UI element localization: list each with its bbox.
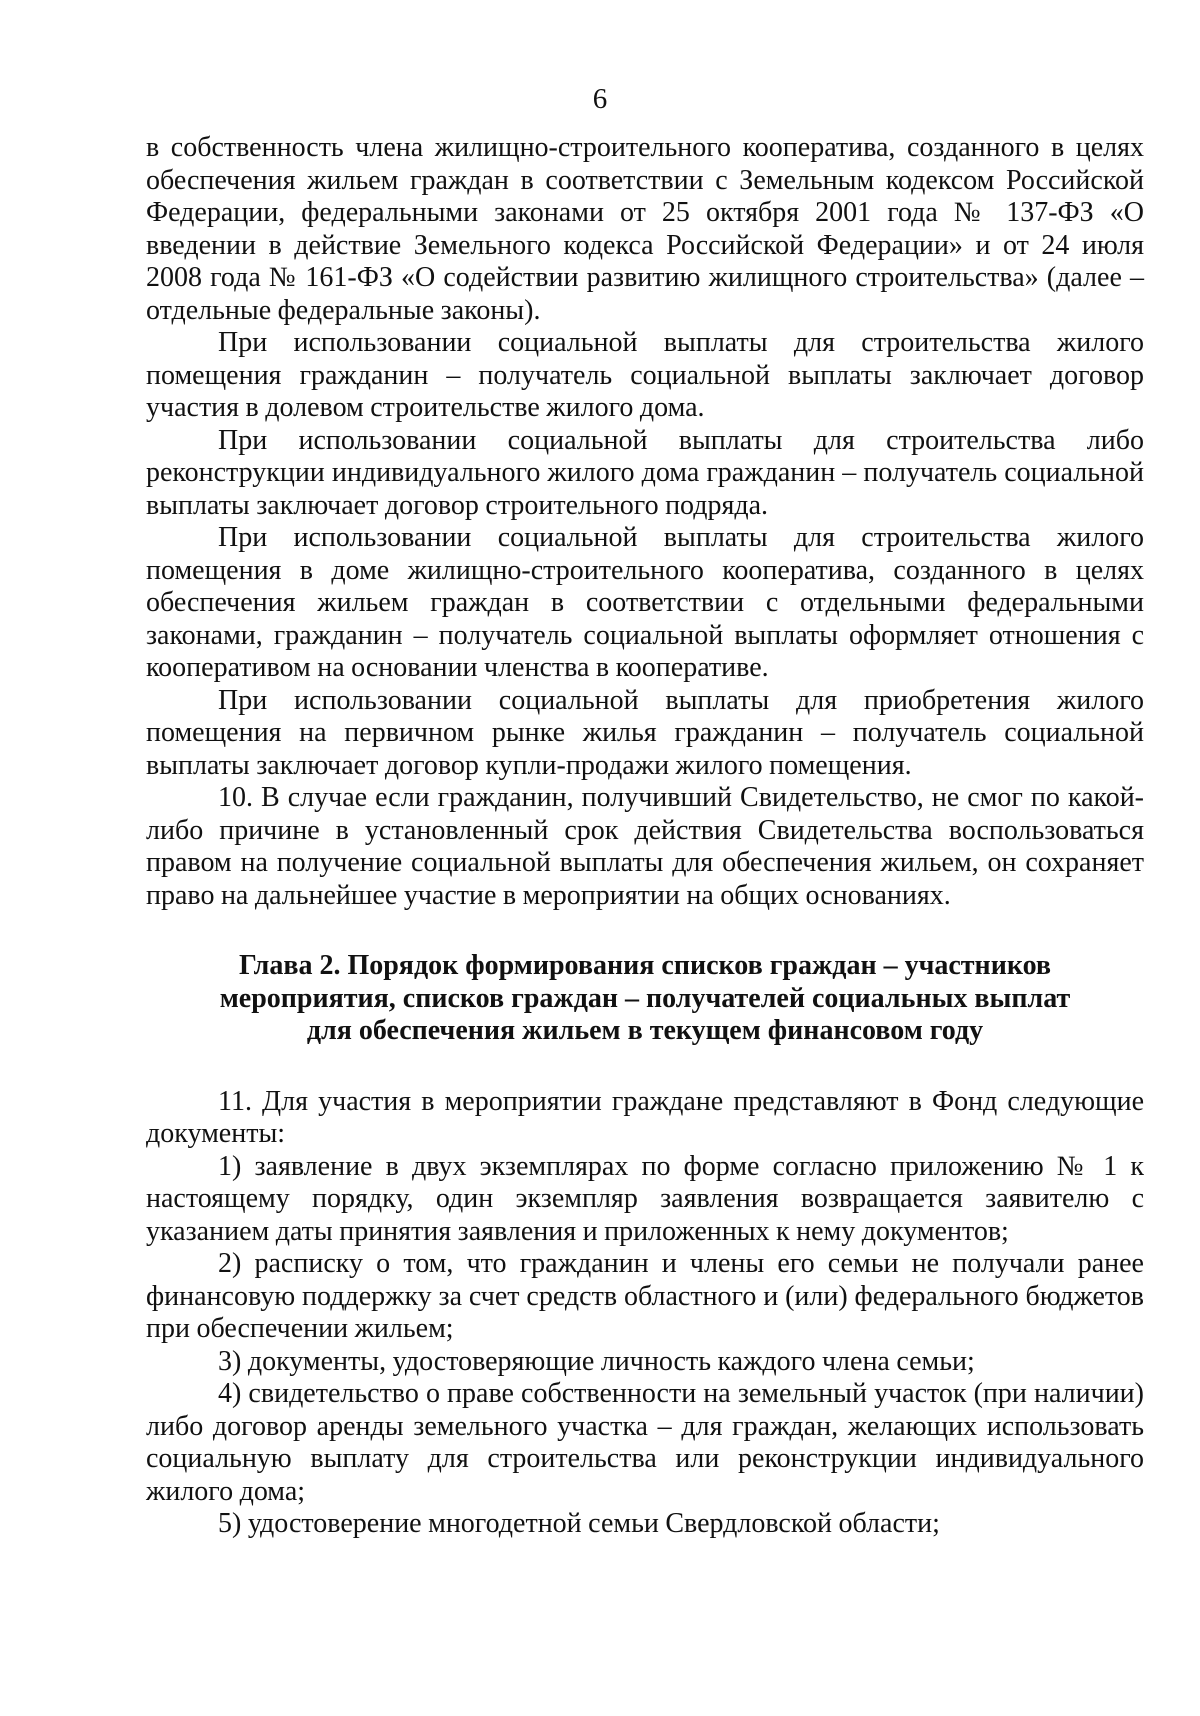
list-item-application: 1) заявление в двух экземплярах по форме согласно приложению № 1 к настоящему порядку, один экземпляр заявления возвращается заявителю с указанием даты принятия заявления и приложенных к нему документов;	[146, 1150, 1144, 1247]
list-item-land-certificate: 4) свидетельство о праве собственности на земельный участок (при наличии) либо договор аренды земельного участка – для граждан, желающих использовать социальную выплату для строительства или реконструкции индивидуального жилого дома;	[146, 1378, 1144, 1507]
list-item-large-family-certificate: 5) удостоверение многодетной семьи Свердловской области;	[218, 1508, 940, 1539]
document-body	[146, 132, 1144, 1541]
chapter-heading-line: для обеспечения жильем в текущем финансовом году	[306, 1015, 984, 1046]
chapter-heading-line: мероприятия, списков граждан – получателей социальных выплат	[219, 982, 1071, 1014]
paragraph-item-10: 10. В случае если гражданин, получивший Свидетельство, не смог по какой-либо причине в установленный срок действия Свидетельства воспользоваться правом на получение социальной выплаты для обеспечения жильем, он сохраняет право на дальнейшее участие в мероприятии на общих основаниях.	[146, 782, 1144, 911]
paragraph-cooperative: При использовании социальной выплаты для строительства жилого помещения в доме жилищно-строительного кооператива, созданного в целях обеспечения жильем граждан в соответствии с отдельными федеральными законами, гражданин – получатель социальной выплаты оформляет отношения с кооперативом на основании членства в кооперативе.	[146, 522, 1144, 683]
paragraph-item-11: 11. Для участия в мероприятии граждане представляют в Фонд следующие документы:	[146, 1085, 1144, 1149]
page-number: 6	[592, 83, 608, 115]
paragraph-shared-construction: При использовании социальной выплаты для строительства жилого помещения гражданин – получатель социальной выплаты заключает договор участия в долевом строительстве жилого дома.	[146, 327, 1144, 423]
paragraph-primary-market: При использовании социальной выплаты для приобретения жилого помещения на первичном рынке жилья гражданин – получатель социальной выплаты заключает договор купли-продажи жилого помещения.	[146, 684, 1144, 781]
list-item-identity-documents: 3) документы, удостоверяющие личность каждого члена семьи;	[218, 1345, 975, 1377]
chapter-heading	[146, 950, 1144, 1048]
paragraph-continuation: в собственность члена жилищно-строительного кооператива, созданного в целях обеспечения жильем граждан в соответствии с Земельным кодексом Российской Федерации, федеральными законами от 25 октября 2001 года № 137-ФЗ «О введении в действие Земельного кодекса Российской Федерации» и от 24 июля 2008 года № 161-ФЗ «О содействии развитию жилищного строительства» (далее – отдельные федеральные законы).	[146, 132, 1144, 326]
list-item-receipt: 2) расписку о том, что гражданин и члены его семьи не получали ранее финансовую поддержку за счет средств областного и (или) федерального бюджетов при обеспечении жильем;	[146, 1248, 1144, 1344]
paragraph-individual-house: При использовании социальной выплаты для строительства либо реконструкции индивидуального жилого дома гражданин – получатель социальной выплаты заключает договор строительного подряда.	[146, 424, 1144, 521]
chapter-heading-line: Глава 2. Порядок формирования списков граждан – участников	[238, 950, 1052, 981]
